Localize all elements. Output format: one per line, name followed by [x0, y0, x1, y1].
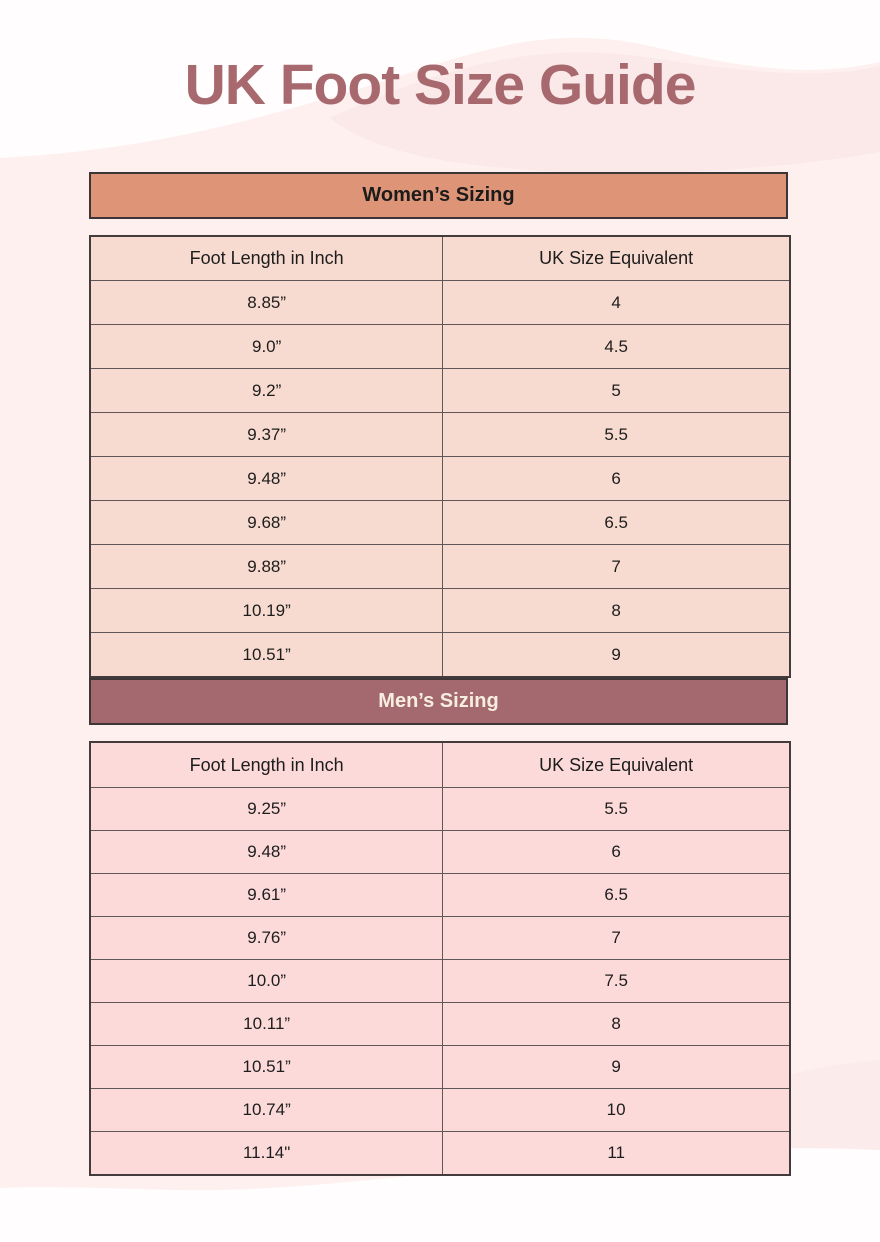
column-header-foot-length: Foot Length in Inch [90, 742, 443, 788]
uk-size-cell: 7.5 [443, 960, 790, 1003]
table-row [90, 1003, 790, 1046]
foot-length-cell: 10.74” [90, 1089, 443, 1132]
uk-size-cell: 10 [443, 1089, 790, 1132]
foot-length-cell: 10.51” [90, 633, 443, 678]
table-row [90, 1046, 790, 1089]
men-sizing-table [89, 741, 791, 1176]
foot-length-cell: 9.88” [90, 545, 443, 589]
foot-length-cell: 9.2” [90, 369, 443, 413]
table-row [90, 413, 790, 457]
column-header-uk-size: UK Size Equivalent [443, 742, 790, 788]
table-header-row [90, 236, 790, 281]
foot-length-cell: 9.76” [90, 917, 443, 960]
foot-length-cell: 10.0” [90, 960, 443, 1003]
page-title: UK Foot Size Guide [184, 53, 696, 117]
foot-length-cell: 11.14" [90, 1132, 443, 1176]
table-row [90, 917, 790, 960]
uk-size-cell: 8 [443, 1003, 790, 1046]
foot-length-cell: 9.25” [90, 788, 443, 831]
uk-size-cell: 5.5 [443, 788, 790, 831]
column-header-uk-size: UK Size Equivalent [443, 236, 790, 281]
foot-length-cell: 10.19” [90, 589, 443, 633]
table-row [90, 545, 790, 589]
uk-size-cell: 7 [443, 917, 790, 960]
uk-size-cell: 6 [443, 831, 790, 874]
table-row [90, 457, 790, 501]
uk-size-cell: 9 [443, 633, 790, 678]
uk-size-cell: 6 [443, 457, 790, 501]
uk-size-cell: 6.5 [443, 874, 790, 917]
women-sizing-section-header: Women’s Sizing [89, 172, 788, 219]
uk-size-cell: 9 [443, 1046, 790, 1089]
foot-length-cell: 9.68” [90, 501, 443, 545]
table-row [90, 831, 790, 874]
table-row [90, 1089, 790, 1132]
table-row [90, 501, 790, 545]
uk-size-cell: 6.5 [443, 501, 790, 545]
uk-size-cell: 5.5 [443, 413, 790, 457]
foot-length-cell: 9.48” [90, 831, 443, 874]
table-row [90, 1132, 790, 1176]
table-row [90, 369, 790, 413]
column-header-foot-length: Foot Length in Inch [90, 236, 443, 281]
foot-length-cell: 10.11” [90, 1003, 443, 1046]
foot-length-cell: 9.37” [90, 413, 443, 457]
uk-size-cell: 4.5 [443, 325, 790, 369]
uk-size-cell: 7 [443, 545, 790, 589]
uk-size-cell: 11 [443, 1132, 790, 1176]
table-row [90, 281, 790, 325]
men-sizing-section-header: Men’s Sizing [89, 678, 788, 725]
foot-length-cell: 9.61” [90, 874, 443, 917]
foot-length-cell: 8.85” [90, 281, 443, 325]
uk-size-cell: 5 [443, 369, 790, 413]
women-sizing-table [89, 235, 791, 678]
uk-size-cell: 4 [443, 281, 790, 325]
uk-size-cell: 8 [443, 589, 790, 633]
foot-length-cell: 9.0” [90, 325, 443, 369]
table-row [90, 960, 790, 1003]
table-header-row [90, 742, 790, 788]
table-row [90, 589, 790, 633]
table-row [90, 325, 790, 369]
table-row [90, 874, 790, 917]
table-row [90, 633, 790, 678]
foot-length-cell: 9.48” [90, 457, 443, 501]
foot-length-cell: 10.51” [90, 1046, 443, 1089]
table-row [90, 788, 790, 831]
